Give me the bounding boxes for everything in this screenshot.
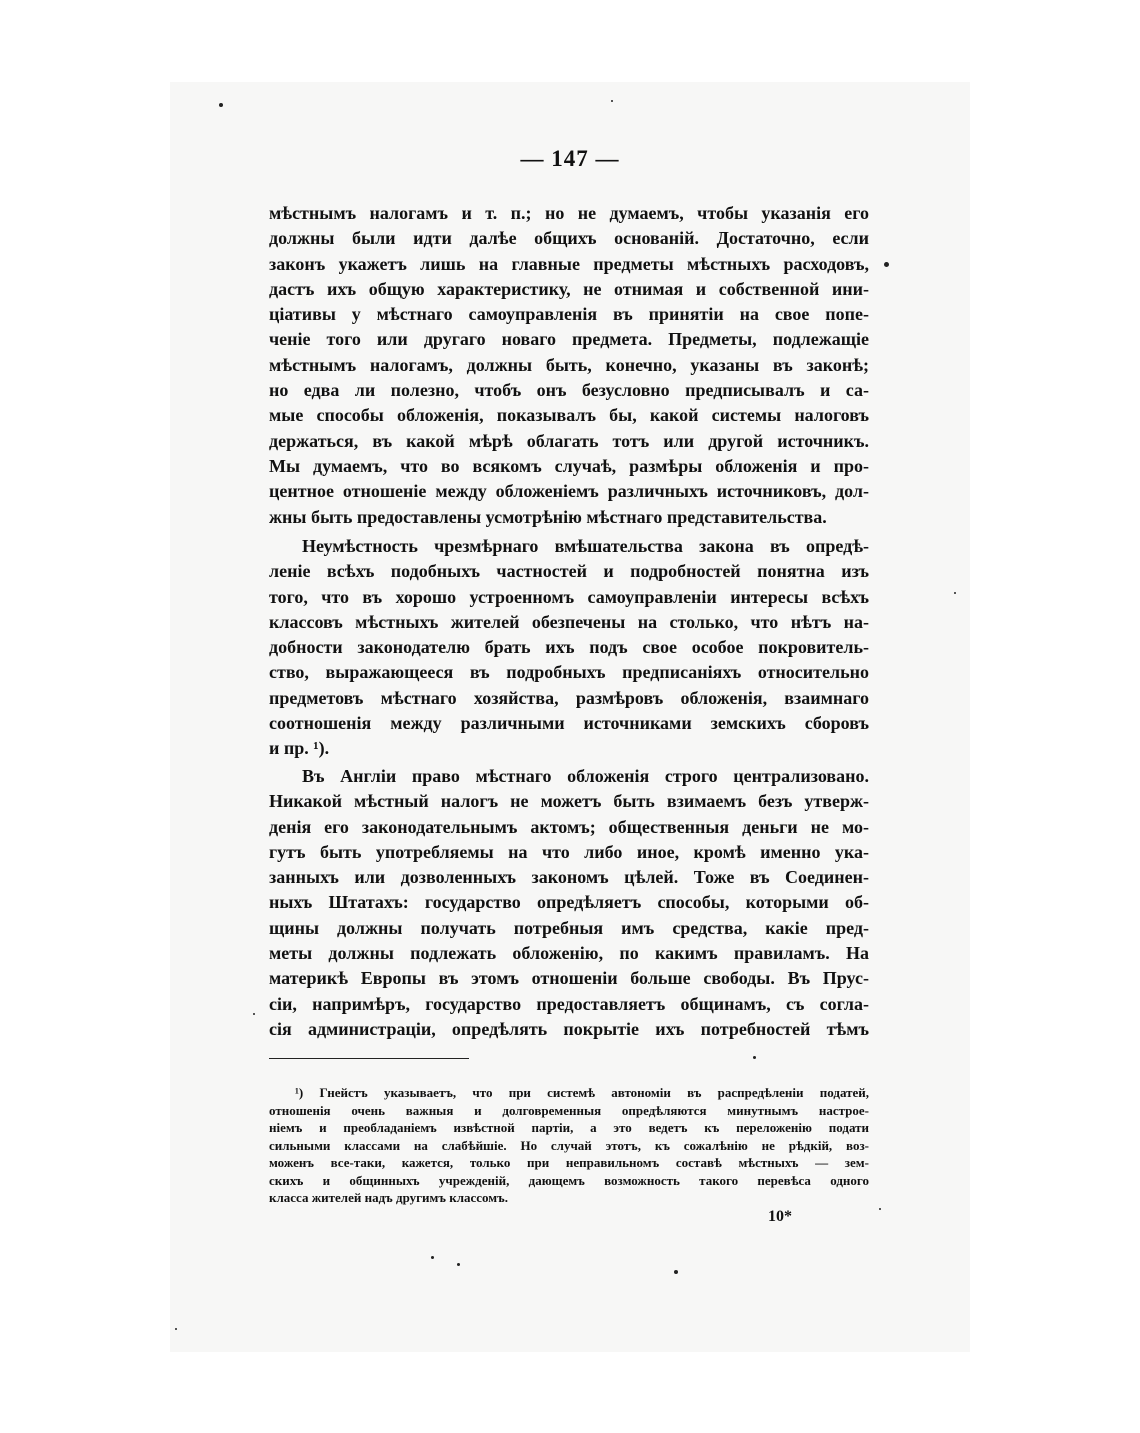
text-line: денія его законодательнымъ актомъ; общественныя деньги не мо-: [269, 816, 869, 837]
signature-mark: 10*: [768, 1208, 792, 1225]
text-line: мые способы обложенія, показывалъ бы, какой системы налоговъ: [269, 405, 869, 426]
text-line: гутъ быть употребляемы на что либо иное, кромѣ именно ука-: [269, 841, 869, 862]
footnote-divider: [269, 1058, 469, 1059]
text-line: меты должны подлежать обложенію, по какимъ правиламъ. На: [269, 943, 869, 964]
footnote-line: отношенія очень важныя и долговременныя опредѣляются минутнымъ настрое-: [269, 1102, 869, 1118]
text-line: Мы думаемъ, что во всякомъ случаѣ, размѣры обложенія и про-: [269, 455, 869, 476]
text-line: но едва ли полезно, чтобъ онъ безусловно предписывалъ и са-: [269, 380, 869, 401]
text-line: леніе всѣхъ подобныхъ частностей и подробностей понятна изъ: [269, 561, 869, 582]
scan-speck: [253, 1013, 255, 1015]
text-line: Въ Англіи право мѣстнаго обложенія строго централизовано.: [302, 766, 869, 786]
text-line: должны были идти далѣе общихъ основаній. Достаточно, если: [269, 228, 869, 249]
text-line: щины должны получать потребныя имъ средства, какіе пред-: [269, 917, 869, 938]
text-line: соотношенія между различными источниками земскихъ сборовъ: [269, 713, 869, 734]
footnote: [269, 1084, 869, 1207]
scan-speck: [674, 1270, 678, 1274]
text-line: материкѣ Европы въ этомъ отношеніи больше свободы. Въ Прус-: [269, 968, 869, 989]
scan-speck: [954, 592, 956, 594]
text-line: Неумѣстность чрезмѣрнаго вмѣшательства закона въ опредѣ-: [302, 536, 869, 556]
scan-speck: [431, 1256, 434, 1259]
scan-speck: [219, 103, 223, 107]
text-line: мѣстнымъ налогамъ, должны быть, конечно, указаны въ законѣ;: [269, 354, 869, 375]
scan-speck: [457, 1263, 460, 1266]
text-line: добности законодателю брать ихъ подъ свое особое покровитель-: [269, 637, 869, 658]
text-line: того, что въ хорошо устроенномъ самоуправленіи интересы всѣхъ: [269, 586, 869, 607]
text-line: Никакой мѣстный налогъ не можетъ быть взимаемъ безъ утверж-: [269, 791, 869, 812]
text-line: центное отношеніе между обложеніемъ различныхъ источниковъ, дол-: [269, 481, 869, 502]
footnote-line: ніемъ и преобладаніемъ извѣстной партіи, а это ведетъ къ переложенію подати: [269, 1120, 869, 1135]
footnote-line: класса жителей надъ другимъ классомъ.: [269, 1190, 508, 1205]
text-line: и пр. ¹).: [269, 738, 330, 759]
text-line: законъ укажетъ лишь на главные предметы мѣстныхъ расходовъ,: [269, 253, 869, 274]
text-line: ство, выражающееся въ подробныхъ предписаніяхъ относительно: [269, 662, 869, 683]
scan-speck: [879, 1208, 881, 1210]
footnote-line: скихъ и общинныхъ учрежденій, дающемъ возможность такого перевѣса одного: [269, 1172, 869, 1188]
footnote-line: сильными классами на слабѣйшіе. Но случай этотъ, къ сожалѣнію не рѣдкій, воз-: [269, 1137, 869, 1153]
text-line: дастъ ихъ общую характеристику, не отнимая и собственной ини-: [269, 278, 869, 299]
text-line: держаться, въ какой мѣрѣ облагать тотъ или другой источникъ.: [269, 430, 869, 451]
text-line: жны быть предоставлены усмотрѣнію мѣстнаго представительства.: [269, 506, 827, 527]
scan-speck: [884, 262, 889, 267]
paragraph-2: [269, 534, 869, 762]
scan-speck: [611, 100, 613, 102]
text-line: ныхъ Штатахъ: государство опредѣляетъ способы, которыми об-: [269, 892, 869, 913]
paragraph-3: [269, 764, 869, 1042]
scan-speck: [753, 1056, 756, 1059]
text-line: сіи, напримѣръ, государство предоставляетъ общинамъ, съ согла-: [269, 993, 869, 1014]
text-line: мѣстнымъ налогамъ и т. п.; но не думаемъ, чтобы указанія его: [269, 203, 869, 223]
text-line: предметовъ мѣстнаго хозяйства, размѣровъ обложенія, взаимнаго: [269, 687, 869, 708]
text-line: сія администраціи, опредѣлять покрытіе ихъ потребностей тѣмъ: [269, 1018, 869, 1039]
page-number: — 147 —: [520, 146, 620, 171]
scan-speck: [175, 1328, 177, 1330]
text-line: занныхъ или дозволенныхъ закономъ цѣлей. Тоже въ Соединен-: [269, 867, 869, 888]
text-line: классовъ мѣстныхъ жителей обезпечены на столько, что нѣтъ на-: [269, 611, 869, 632]
footnote-line: моженъ все-таки, кажется, только при неправильномъ составѣ мѣстныхъ — зем-: [269, 1155, 869, 1170]
text-line: ченіе того или другаго новаго предмета. Предметы, подлежащіе: [269, 329, 869, 350]
text-line: ціативы у мѣстнаго самоуправленія въ принятіи на свое попе-: [269, 304, 869, 325]
footnote-line: ¹) Гнейстъ указываетъ, что при системѣ автономіи въ распредѣленіи податей,: [295, 1085, 869, 1100]
paragraph-1: [269, 201, 869, 530]
